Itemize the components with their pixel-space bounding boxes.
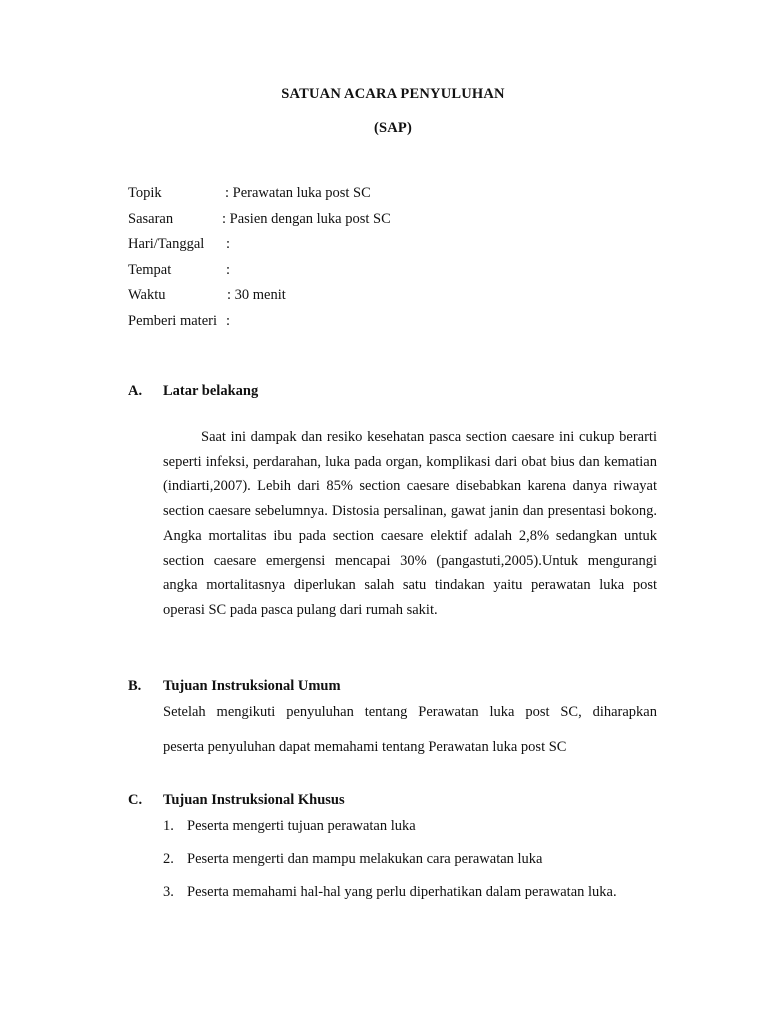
- info-row-hari-tanggal: [128, 235, 528, 261]
- list-item: [163, 850, 663, 883]
- info-label: Topik: [128, 185, 162, 201]
- section-c-list: [163, 817, 663, 916]
- info-label: Tempat: [128, 261, 172, 278]
- info-value: :: [226, 261, 231, 278]
- list-item-number: 2.: [163, 851, 174, 867]
- info-label: Sasaran: [128, 210, 174, 227]
- info-label: Hari/Tanggal: [128, 236, 205, 252]
- section-title: Tujuan Instruksional Khusus: [163, 792, 345, 808]
- section-title: Latar belakang: [163, 383, 259, 399]
- info-row-tempat: [128, 261, 528, 287]
- info-label: Pemberi materi: [128, 312, 217, 329]
- info-row-sasaran: [128, 210, 528, 236]
- list-item-text: Peserta mengerti dan mampu melakukan cara perawatan luka: [187, 851, 543, 867]
- info-row-pemberi-materi: [128, 312, 528, 338]
- info-row-topik: [128, 184, 528, 210]
- list-item-number: 3.: [163, 884, 174, 900]
- list-item-text: Peserta mengerti tujuan perawatan luka: [187, 818, 416, 834]
- info-value: :: [226, 236, 231, 252]
- info-label: Waktu: [128, 287, 166, 303]
- list-item-text: Peserta memahami hal-hal yang perlu diperhatikan dalam perawatan luka.: [187, 884, 617, 900]
- section-letter: A.: [128, 383, 143, 399]
- section-letter: C.: [128, 792, 143, 808]
- document-title: SATUAN ACARA PENYULUHAN: [281, 86, 505, 102]
- section-b-line-2: peserta penyuluhan dapat memahami tentang Perawatan luka post SC: [163, 739, 567, 755]
- info-value: : 30 menit: [227, 287, 286, 303]
- info-value: :: [226, 312, 231, 329]
- list-item-number: 1.: [163, 818, 174, 834]
- info-value: : Perawatan luka post SC: [225, 185, 371, 201]
- info-value: : Pasien dengan luka post SC: [222, 210, 391, 227]
- section-letter: B.: [128, 678, 142, 694]
- section-b-line-1: Setelah mengikuti penyuluhan tentang Perawatan luka post SC, diharapkan: [163, 704, 657, 720]
- section-title: Tujuan Instruksional Umum: [163, 678, 341, 694]
- section-a-body: Saat ini dampak dan resiko kesehatan pasca section caesare ini cukup berarti seperti infeksi, perdarahan, luka pada organ, komplikasi dari obat bius dan kematian (indiarti,2007). Lebih dari 85% section caesare disebabkan karena danya riwayat section caesare sebelumnya. Distosia persalinan, gawat janin dan presentasi bokong. Angka mortalitas ibu pada section caesare elektif adalah 2,8% sedangkan untuk section caesare emergensi mencapai 30% (pangastuti,2005).Untuk mengurangi angka mortalitasnya diperlukan salah satu tindakan yaitu perawatan luka post operasi SC pada pasca pulang dari rumah sakit.: [163, 429, 657, 618]
- document-subtitle: (SAP): [373, 120, 413, 136]
- info-block: [128, 184, 528, 337]
- info-row-waktu: [128, 286, 528, 312]
- list-item: [163, 817, 663, 850]
- list-item: [163, 883, 663, 916]
- section-b-body: [163, 703, 657, 756]
